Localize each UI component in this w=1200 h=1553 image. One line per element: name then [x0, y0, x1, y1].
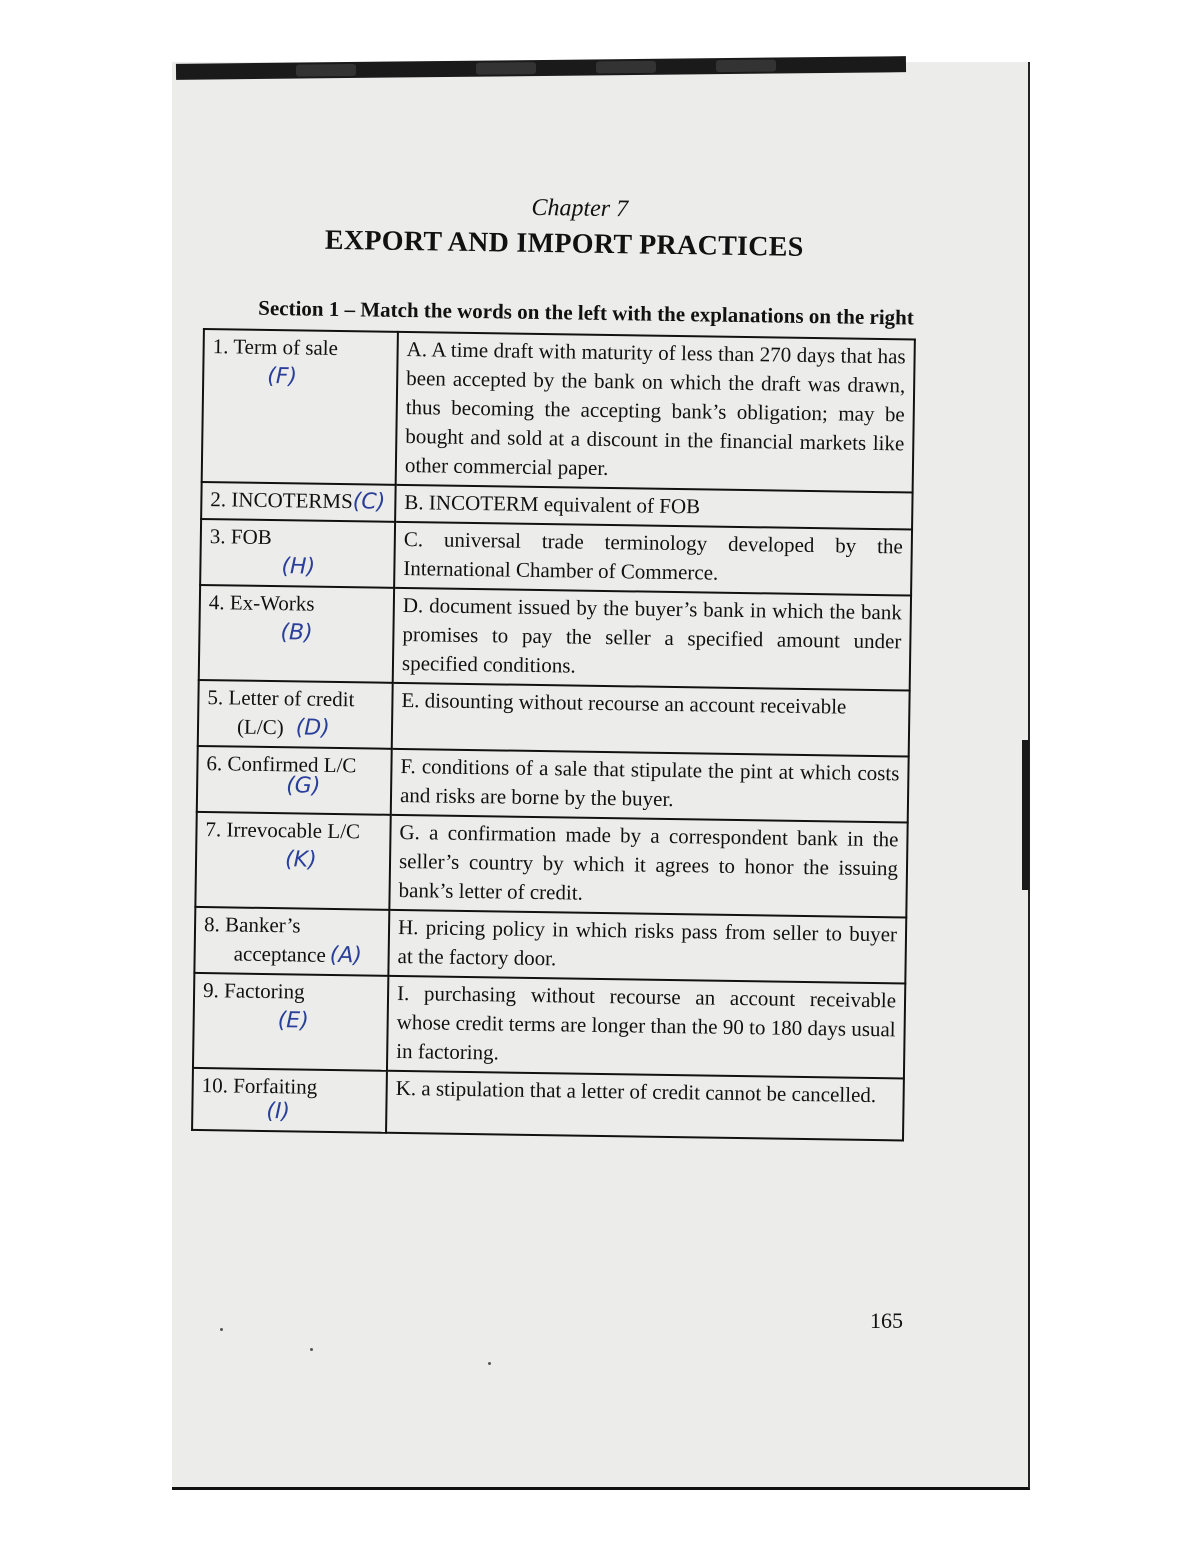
term-cell [192, 1068, 387, 1133]
matching-table [191, 328, 916, 1141]
term-cell [197, 746, 392, 815]
handwritten-answer: (G) [285, 773, 321, 799]
term-label-continued: acceptance [233, 941, 326, 967]
handwritten-answer: (F) [267, 363, 298, 390]
chapter-label: Chapter 7 [531, 194, 629, 223]
chapter-title: EXPORT AND IMPORT PRACTICES [324, 224, 804, 263]
term-label: 8. Banker’s [203, 912, 301, 938]
handwritten-answer: (I) [266, 1099, 291, 1125]
dust-speck [310, 1348, 313, 1351]
page-edge-shadow [1022, 740, 1029, 890]
term-label: 10. Forfaiting [201, 1073, 318, 1099]
handwritten-answer: (H) [281, 554, 316, 580]
section-heading: Section 1 – Match the words on the left with the explanations on the right [258, 295, 915, 330]
explanation-cell: H. pricing policy in which risks pass from seller to buyer at the factory door. [388, 910, 906, 984]
term-cell [195, 812, 390, 910]
term-label: 2. INCOTERMS [210, 487, 353, 514]
table-row [197, 746, 909, 823]
dust-speck [220, 1328, 223, 1331]
handwritten-answer: (E) [277, 1008, 309, 1034]
term-cell [198, 680, 393, 749]
term-cell [201, 482, 396, 522]
handwritten-answer: (K) [284, 847, 317, 873]
term-cell [200, 519, 395, 588]
page-content [191, 190, 925, 1142]
term-label: 4. Ex-Works [208, 590, 315, 616]
explanation-cell: K. a stipulation that a letter of credit cannot be cancelled. [386, 1071, 904, 1141]
term-label: 9. Factoring [202, 978, 305, 1004]
table-row [195, 812, 907, 918]
handwritten-answer: (A) [329, 942, 363, 969]
term-label: 7. Irrevocable L/C [205, 817, 361, 844]
table-row [198, 680, 910, 757]
explanation-cell: A. A time draft with maturity of less than 270 days that has been accepted by the bank on which the draft was drawn, thus becoming the accepting bank’s obligation; may be bought and sold at a discount in the financial markets like other commercial paper. [396, 332, 915, 493]
handwritten-answer: (D) [295, 715, 330, 741]
term-label: 1. Term of sale [212, 334, 339, 360]
page-number: 165 [870, 1308, 903, 1333]
handwritten-answer: (C) [352, 489, 386, 515]
explanation-cell: B. INCOTERM equivalent of FOB [395, 485, 912, 530]
term-label-continued: (L/C) [236, 714, 284, 740]
table-row [194, 907, 906, 984]
table-row [192, 1068, 904, 1141]
table-row [200, 519, 912, 596]
term-cell [193, 973, 388, 1071]
term-cell [199, 585, 394, 683]
explanation-cell: C. universal trade terminology developed by the International Chamber of Commerce. [394, 522, 912, 596]
explanation-cell: E. disounting without recourse an account receivable [392, 683, 910, 757]
term-label: 3. FOB [209, 524, 272, 550]
explanation-cell: I. purchasing without recourse an account receivable whose credit terms are longer than the 90 to 180 days usual in factoring. [387, 976, 905, 1079]
handwritten-answer: (B) [280, 620, 313, 646]
term-label: 5. Letter of credit [207, 685, 355, 712]
table-row [202, 329, 915, 493]
explanation-cell: F. conditions of a sale that stipulate the pint at which costs and risks are borne by the buyer. [391, 749, 909, 823]
table-row [199, 585, 911, 691]
term-cell [202, 329, 398, 485]
explanation-cell: D. document issued by the buyer’s bank in which the bank promises to pay the seller a specified amount under specified conditions. [393, 588, 911, 691]
term-label: 6. Confirmed L/C [206, 751, 357, 778]
explanation-cell: G. a confirmation made by a correspondent bank in the seller’s country by which it agrees to honor the issuing bank’s letter of credit. [389, 815, 907, 918]
table-row [193, 973, 905, 1079]
term-cell [194, 907, 389, 976]
dust-speck [488, 1362, 491, 1365]
